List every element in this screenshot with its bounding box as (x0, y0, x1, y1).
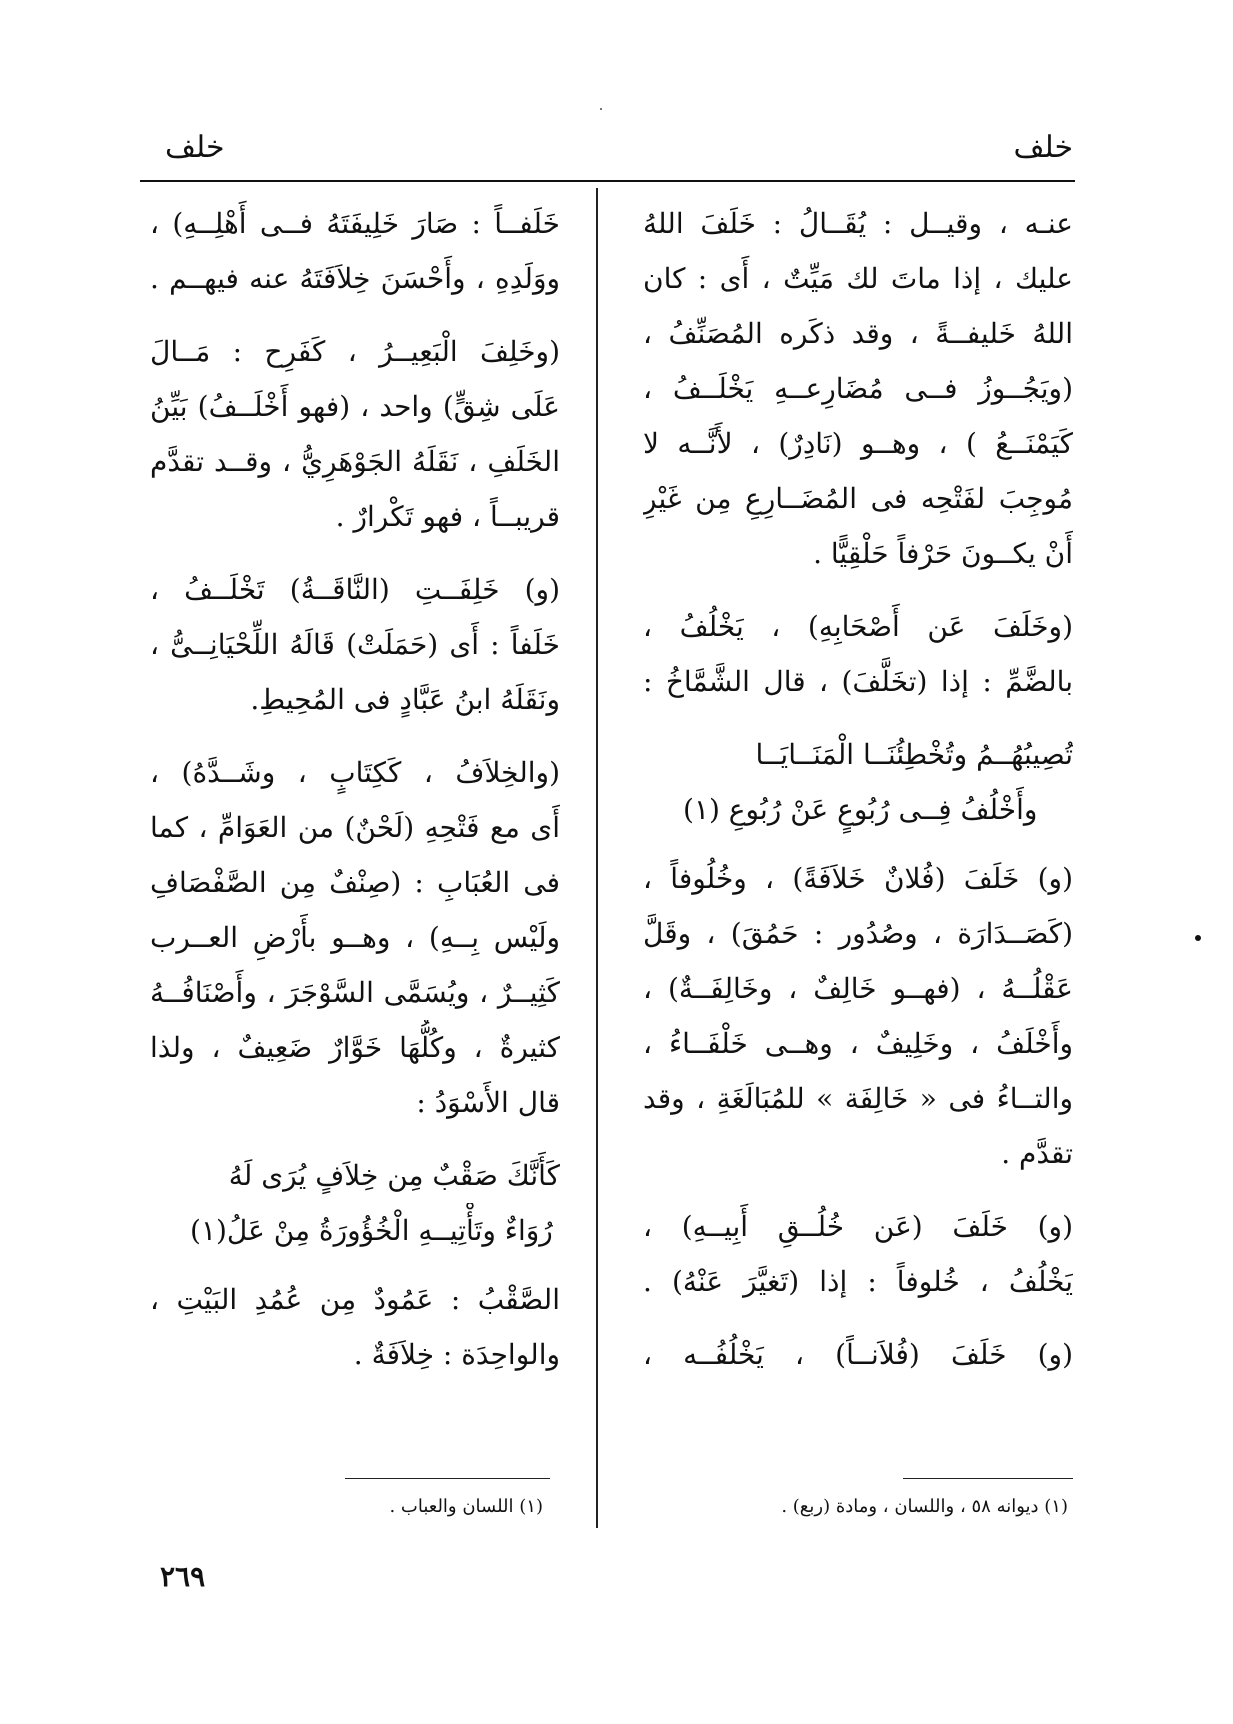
text-line: عَقْلُــهُ ، (فهــو خَالِفٌ ، وخَالِفَــةٌ) ، (643, 972, 1073, 1005)
text-line: الخَلَفِ ، نَقَلَهُ الجَوْهَرِيُّ ، وقــد تقدَّم (150, 445, 560, 478)
column-divider (596, 188, 598, 1528)
text-line: تقدَّم . (1001, 1137, 1073, 1170)
text-line: وأَخْلَفُ ، وخَلِيفٌ ، وهــى خَلْفَــاءُ ، (643, 1027, 1073, 1060)
entry-paragraph (643, 1199, 1073, 1309)
text-line: (و) خَلِفَــتِ (النَّاقَــةُ) تَخْلَــفُ ، (150, 573, 560, 606)
verse-first-hemistich: تُصِيبُهُــمُ وتُخْطِئُنَــا الْمَنَــايَــا (755, 738, 1073, 771)
entry-paragraph (150, 196, 560, 306)
text-line: عنـه ، وقيــل : يُقَــالُ : خَلَفَ اللهُ (643, 207, 1073, 240)
entry-paragraph (643, 1327, 1073, 1382)
text-line: خَلَفاً : أَى (حَمَلَتْ) قَالَهُ اللِّحْيَانِــىُّ ، (150, 628, 560, 661)
text-line: ولَيْس بِــهِ) ، وهــو بأَرْضِ العــرب (150, 921, 560, 954)
scan-speck (1195, 935, 1201, 941)
entry-paragraph (643, 851, 1073, 1181)
text-line: بالضَّمِّ : إذا (تخَلَّفَ) ، قال الشَّمَّاخُ : (643, 665, 1073, 698)
text-line: والواحِدَة : خِلاَفَةٌ . (353, 1338, 560, 1371)
text-line: يَخْلُفُ ، خُلوفاً : إذا (تَغيَّرَ عَنْهُ) . (643, 1265, 1073, 1298)
header-keyword-left: خلف (165, 130, 225, 165)
right-column (643, 196, 1073, 1400)
header-keyword-right: خلف (1013, 130, 1073, 165)
footnote-rule-left (345, 1478, 550, 1479)
text-line: الصَّقْبُ : عَمُودٌ مِن عُمُدِ البَيْتِ ، (150, 1283, 560, 1316)
text-line: مُوجِبَ لفَتْحِه فى المُضَــارِعِ مِن غَيْرِ (643, 482, 1073, 515)
text-line: أَى مع فَتْحِهِ (لَحْنٌ) من العَوَامِّ ، كما (150, 811, 560, 844)
scan-speck (600, 108, 602, 110)
text-line: (و) خَلَفَ (عَن خُلُــقِ أَبِيــهِ) ، (643, 1210, 1073, 1243)
entry-paragraph (150, 562, 560, 727)
entry-paragraph (150, 324, 560, 544)
text-line: (ويَجُــوزُ فــى مُضَارِعــهِ يَخْلَــفُ ، (643, 372, 1073, 405)
header-rule (140, 180, 1075, 182)
text-line: (و) خَلَفَ (فُلاَنــاً) ، يَخْلُفُــه ، (643, 1338, 1073, 1371)
footnote-rule-right (903, 1478, 1073, 1479)
text-line: أَنْ يكــونَ حَرْفاً حَلْقِيًّا . (813, 537, 1073, 570)
text-line: ونَقَلَهُ ابنُ عَبَّادٍ فى المُحِيطِ. (250, 683, 560, 716)
entry-paragraph (643, 196, 1073, 581)
verse-first-hemistich: كَأَنَّكَ صَقْبٌ مِن خِلاَفٍ يُرَى لَهُ (228, 1159, 560, 1192)
text-line: كَيَمْنَــعُ ) ، وهــو (نَادِرٌ) ، لأَنَّــه لا (643, 427, 1073, 460)
text-line: كثيرةٌ ، وكُلُّهَا خَوَّارٌ ضَعِيفٌ ، ولذا (150, 1031, 560, 1064)
text-line: عَلَى شِقٍّ) واحد ، (فهو أَخْلَــفُ) بَيِّنُ (150, 390, 560, 423)
text-line: فى العُبَابِ : (صِنْفٌ مِن الصَّفْصَافِ (150, 866, 560, 899)
entry-paragraph (150, 1272, 560, 1382)
text-line: (كَصَــدَارَة ، وصُدُور : حَمُقَ) ، وقَلَّ (643, 917, 1073, 950)
entry-paragraph (150, 745, 560, 1130)
page-number: ٢٦٩ (160, 1560, 206, 1593)
text-line: خَلَفــاً : صَارَ خَلِيفَتَهُ فــى أَهْلِــهِ) ، (150, 207, 560, 240)
text-line: قال الأَسْوَدُ : (416, 1086, 560, 1119)
poetry-verse (150, 1148, 560, 1258)
text-line: (وخَلَفَ عَن أَصْحَابِهِ) ، يَخْلُفُ ، (643, 610, 1073, 643)
left-column (150, 196, 560, 1400)
footnote-left: (١) اللسان والعباب . (389, 1496, 543, 1517)
text-line: والتــاءُ فى « خَالِفَة » للمُبَالَغَةِ ، وقد (643, 1082, 1073, 1115)
text-line: عليك ، إذا ماتَ لك مَيِّتٌ ، أَى : كان (643, 262, 1073, 295)
verse-second-hemistich: رُوَاءٌ وتَأْتِيــهِ الْخُؤُورَةُ مِنْ عَلُ(١) (190, 1214, 553, 1247)
poetry-verse (643, 727, 1073, 837)
entry-paragraph (643, 599, 1073, 709)
verse-second-hemistich: وأَخْلُفُ فِــى رُبُوعٍ عَنْ رُبُوعِ (١) (683, 793, 1038, 826)
text-line: قريبــاً ، فهو تَكْرارٌ . (335, 500, 560, 533)
text-line: (وخَلِفَ الْبَعِيــرُ ، كَفَرِح : مَــالَ (150, 335, 560, 368)
text-line: (و) خَلَفَ (فُلانٌ خَلاَفَةً) ، وخُلُوفاً ، (643, 862, 1073, 895)
text-line: ووَلَدِهِ ، وأَحْسَنَ خِلاَفَتَهُ عنه فيهــم . (150, 262, 560, 295)
text-line: (والخِلاَفُ ، كَكِتَابٍ ، وشَــدَّهُ) ، (150, 756, 560, 789)
text-line: اللهُ خَليفــةً ، وقد ذكَره المُصَنِّفُ ، (643, 317, 1073, 350)
text-line: كَثِيــرٌ ، ويُسَمَّى السَّوْجَرَ ، وأَصْنَافُــهُ (150, 976, 560, 1009)
footnote-right: (١) ديوانه ٥٨ ، واللسان ، ومادة (ربع) . (781, 1496, 1068, 1517)
